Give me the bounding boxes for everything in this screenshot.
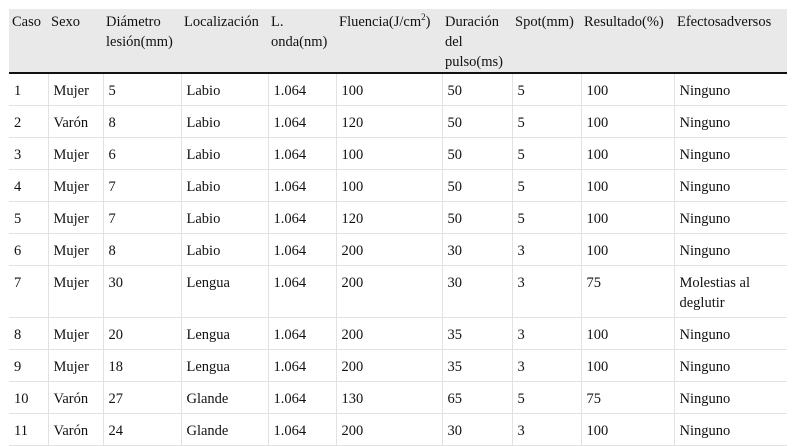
cell-duracion: 30 <box>442 414 512 446</box>
cell-resultado: 100 <box>581 234 674 266</box>
cell-sexo: Mujer <box>48 202 103 234</box>
cell-efectos: Ninguno <box>674 382 787 414</box>
cell-efectos: Ninguno <box>674 138 787 170</box>
header-diametro <box>103 9 181 73</box>
cell-diametro: 5 <box>103 73 181 106</box>
cell-spot: 3 <box>512 234 581 266</box>
header-label-suffix: ) <box>425 14 431 30</box>
header-superscript: 2 <box>421 12 426 22</box>
cell-diametro: 7 <box>103 202 181 234</box>
header-duracion <box>442 9 512 73</box>
cell-fluencia: 100 <box>336 170 442 202</box>
cell-fluencia: 200 <box>336 318 442 350</box>
cell-efectos: Ninguno <box>674 318 787 350</box>
header-label: Duración del pulso(ms) <box>445 14 503 70</box>
table-row <box>9 170 787 202</box>
header-efectos <box>674 9 787 73</box>
cell-sexo: Varón <box>48 106 103 138</box>
cell-diametro: 8 <box>103 106 181 138</box>
cases-table <box>9 9 787 446</box>
cell-spot: 3 <box>512 266 581 318</box>
cell-efectos: Ninguno <box>674 234 787 266</box>
cell-spot: 3 <box>512 350 581 382</box>
data-table-container <box>9 9 787 446</box>
cell-spot: 5 <box>512 382 581 414</box>
cell-fluencia: 200 <box>336 234 442 266</box>
cell-duracion: 50 <box>442 106 512 138</box>
cell-resultado: 100 <box>581 350 674 382</box>
cell-spot: 5 <box>512 138 581 170</box>
header-label: Caso <box>12 14 41 30</box>
cell-longitud-onda: 1.064 <box>268 266 336 318</box>
header-fluencia <box>336 9 442 73</box>
cell-spot: 5 <box>512 170 581 202</box>
cell-duracion: 50 <box>442 138 512 170</box>
cell-diametro: 7 <box>103 170 181 202</box>
cell-localizacion: Labio <box>181 106 268 138</box>
cell-fluencia: 100 <box>336 73 442 106</box>
header-label: Spot(mm) <box>515 14 574 30</box>
table-body <box>9 73 787 446</box>
header-resultado <box>581 9 674 73</box>
table-header-row <box>9 9 787 73</box>
table-row <box>9 350 787 382</box>
table-row <box>9 318 787 350</box>
cell-fluencia: 130 <box>336 382 442 414</box>
cell-longitud-onda: 1.064 <box>268 138 336 170</box>
cell-efectos: Ninguno <box>674 170 787 202</box>
cell-localizacion: Labio <box>181 170 268 202</box>
cell-efectos: Ninguno <box>674 414 787 446</box>
cell-duracion: 50 <box>442 73 512 106</box>
cell-spot: 5 <box>512 73 581 106</box>
table-row <box>9 414 787 446</box>
cell-caso: 10 <box>9 382 48 414</box>
cell-resultado: 75 <box>581 382 674 414</box>
cell-duracion: 65 <box>442 382 512 414</box>
cell-localizacion: Glande <box>181 382 268 414</box>
cell-resultado: 100 <box>581 318 674 350</box>
header-label: Localización <box>184 14 259 30</box>
header-sexo <box>48 9 103 73</box>
cell-caso: 4 <box>9 170 48 202</box>
table-row <box>9 73 787 106</box>
cell-diametro: 27 <box>103 382 181 414</box>
cell-caso: 9 <box>9 350 48 382</box>
cell-resultado: 100 <box>581 414 674 446</box>
cell-longitud-onda: 1.064 <box>268 414 336 446</box>
cell-diametro: 30 <box>103 266 181 318</box>
cell-diametro: 24 <box>103 414 181 446</box>
cell-longitud-onda: 1.064 <box>268 202 336 234</box>
header-caso <box>9 9 48 73</box>
cell-resultado: 100 <box>581 138 674 170</box>
table-row <box>9 138 787 170</box>
cell-efectos: Ninguno <box>674 106 787 138</box>
header-label: L. onda(nm) <box>271 14 328 50</box>
header-spot <box>512 9 581 73</box>
cell-diametro: 6 <box>103 138 181 170</box>
cell-longitud-onda: 1.064 <box>268 318 336 350</box>
cell-localizacion: Lengua <box>181 266 268 318</box>
cell-efectos: Ninguno <box>674 73 787 106</box>
cell-caso: 2 <box>9 106 48 138</box>
cell-longitud-onda: 1.064 <box>268 106 336 138</box>
header-label: Diámetro lesión(mm) <box>106 14 173 50</box>
cell-sexo: Mujer <box>48 73 103 106</box>
cell-diametro: 20 <box>103 318 181 350</box>
cell-fluencia: 100 <box>336 138 442 170</box>
cell-resultado: 100 <box>581 202 674 234</box>
table-row <box>9 234 787 266</box>
cell-sexo: Varón <box>48 382 103 414</box>
cell-spot: 5 <box>512 106 581 138</box>
cell-longitud-onda: 1.064 <box>268 170 336 202</box>
cell-sexo: Mujer <box>48 234 103 266</box>
cell-duracion: 30 <box>442 266 512 318</box>
cell-sexo: Mujer <box>48 318 103 350</box>
table-row <box>9 202 787 234</box>
cell-resultado: 100 <box>581 106 674 138</box>
table-row <box>9 382 787 414</box>
cell-resultado: 100 <box>581 170 674 202</box>
cell-sexo: Mujer <box>48 266 103 318</box>
cell-localizacion: Labio <box>181 138 268 170</box>
cell-sexo: Mujer <box>48 350 103 382</box>
cell-localizacion: Labio <box>181 73 268 106</box>
cell-localizacion: Labio <box>181 202 268 234</box>
header-localizacion <box>181 9 268 73</box>
cell-caso: 11 <box>9 414 48 446</box>
header-label: Efectosadversos <box>677 14 772 30</box>
header-longitud-onda <box>268 9 336 73</box>
cell-sexo: Varón <box>48 414 103 446</box>
cell-resultado: 100 <box>581 73 674 106</box>
cell-resultado: 75 <box>581 266 674 318</box>
cell-longitud-onda: 1.064 <box>268 382 336 414</box>
cell-localizacion: Lengua <box>181 350 268 382</box>
cell-caso: 3 <box>9 138 48 170</box>
header-label: Fluencia(J/cm <box>339 14 422 30</box>
cell-diametro: 8 <box>103 234 181 266</box>
cell-caso: 1 <box>9 73 48 106</box>
header-label: Sexo <box>51 14 80 30</box>
header-label: Resultado(%) <box>584 14 664 30</box>
cell-caso: 7 <box>9 266 48 318</box>
cell-localizacion: Glande <box>181 414 268 446</box>
cell-sexo: Mujer <box>48 170 103 202</box>
cell-duracion: 50 <box>442 170 512 202</box>
cell-spot: 3 <box>512 414 581 446</box>
cell-localizacion: Labio <box>181 234 268 266</box>
cell-duracion: 50 <box>442 202 512 234</box>
cell-longitud-onda: 1.064 <box>268 350 336 382</box>
cell-spot: 3 <box>512 318 581 350</box>
cell-caso: 6 <box>9 234 48 266</box>
cell-duracion: 30 <box>442 234 512 266</box>
cell-fluencia: 200 <box>336 414 442 446</box>
cell-diametro: 18 <box>103 350 181 382</box>
cell-caso: 5 <box>9 202 48 234</box>
cell-duracion: 35 <box>442 350 512 382</box>
table-row <box>9 106 787 138</box>
cell-longitud-onda: 1.064 <box>268 73 336 106</box>
cell-spot: 5 <box>512 202 581 234</box>
cell-fluencia: 200 <box>336 350 442 382</box>
cell-fluencia: 120 <box>336 202 442 234</box>
cell-fluencia: 200 <box>336 266 442 318</box>
cell-localizacion: Lengua <box>181 318 268 350</box>
cell-caso: 8 <box>9 318 48 350</box>
cell-fluencia: 120 <box>336 106 442 138</box>
cell-efectos: Ninguno <box>674 350 787 382</box>
cell-sexo: Mujer <box>48 138 103 170</box>
table-row <box>9 266 787 318</box>
cell-efectos: Ninguno <box>674 202 787 234</box>
cell-longitud-onda: 1.064 <box>268 234 336 266</box>
cell-duracion: 35 <box>442 318 512 350</box>
cell-efectos: Molestias al deglutir <box>674 266 787 318</box>
